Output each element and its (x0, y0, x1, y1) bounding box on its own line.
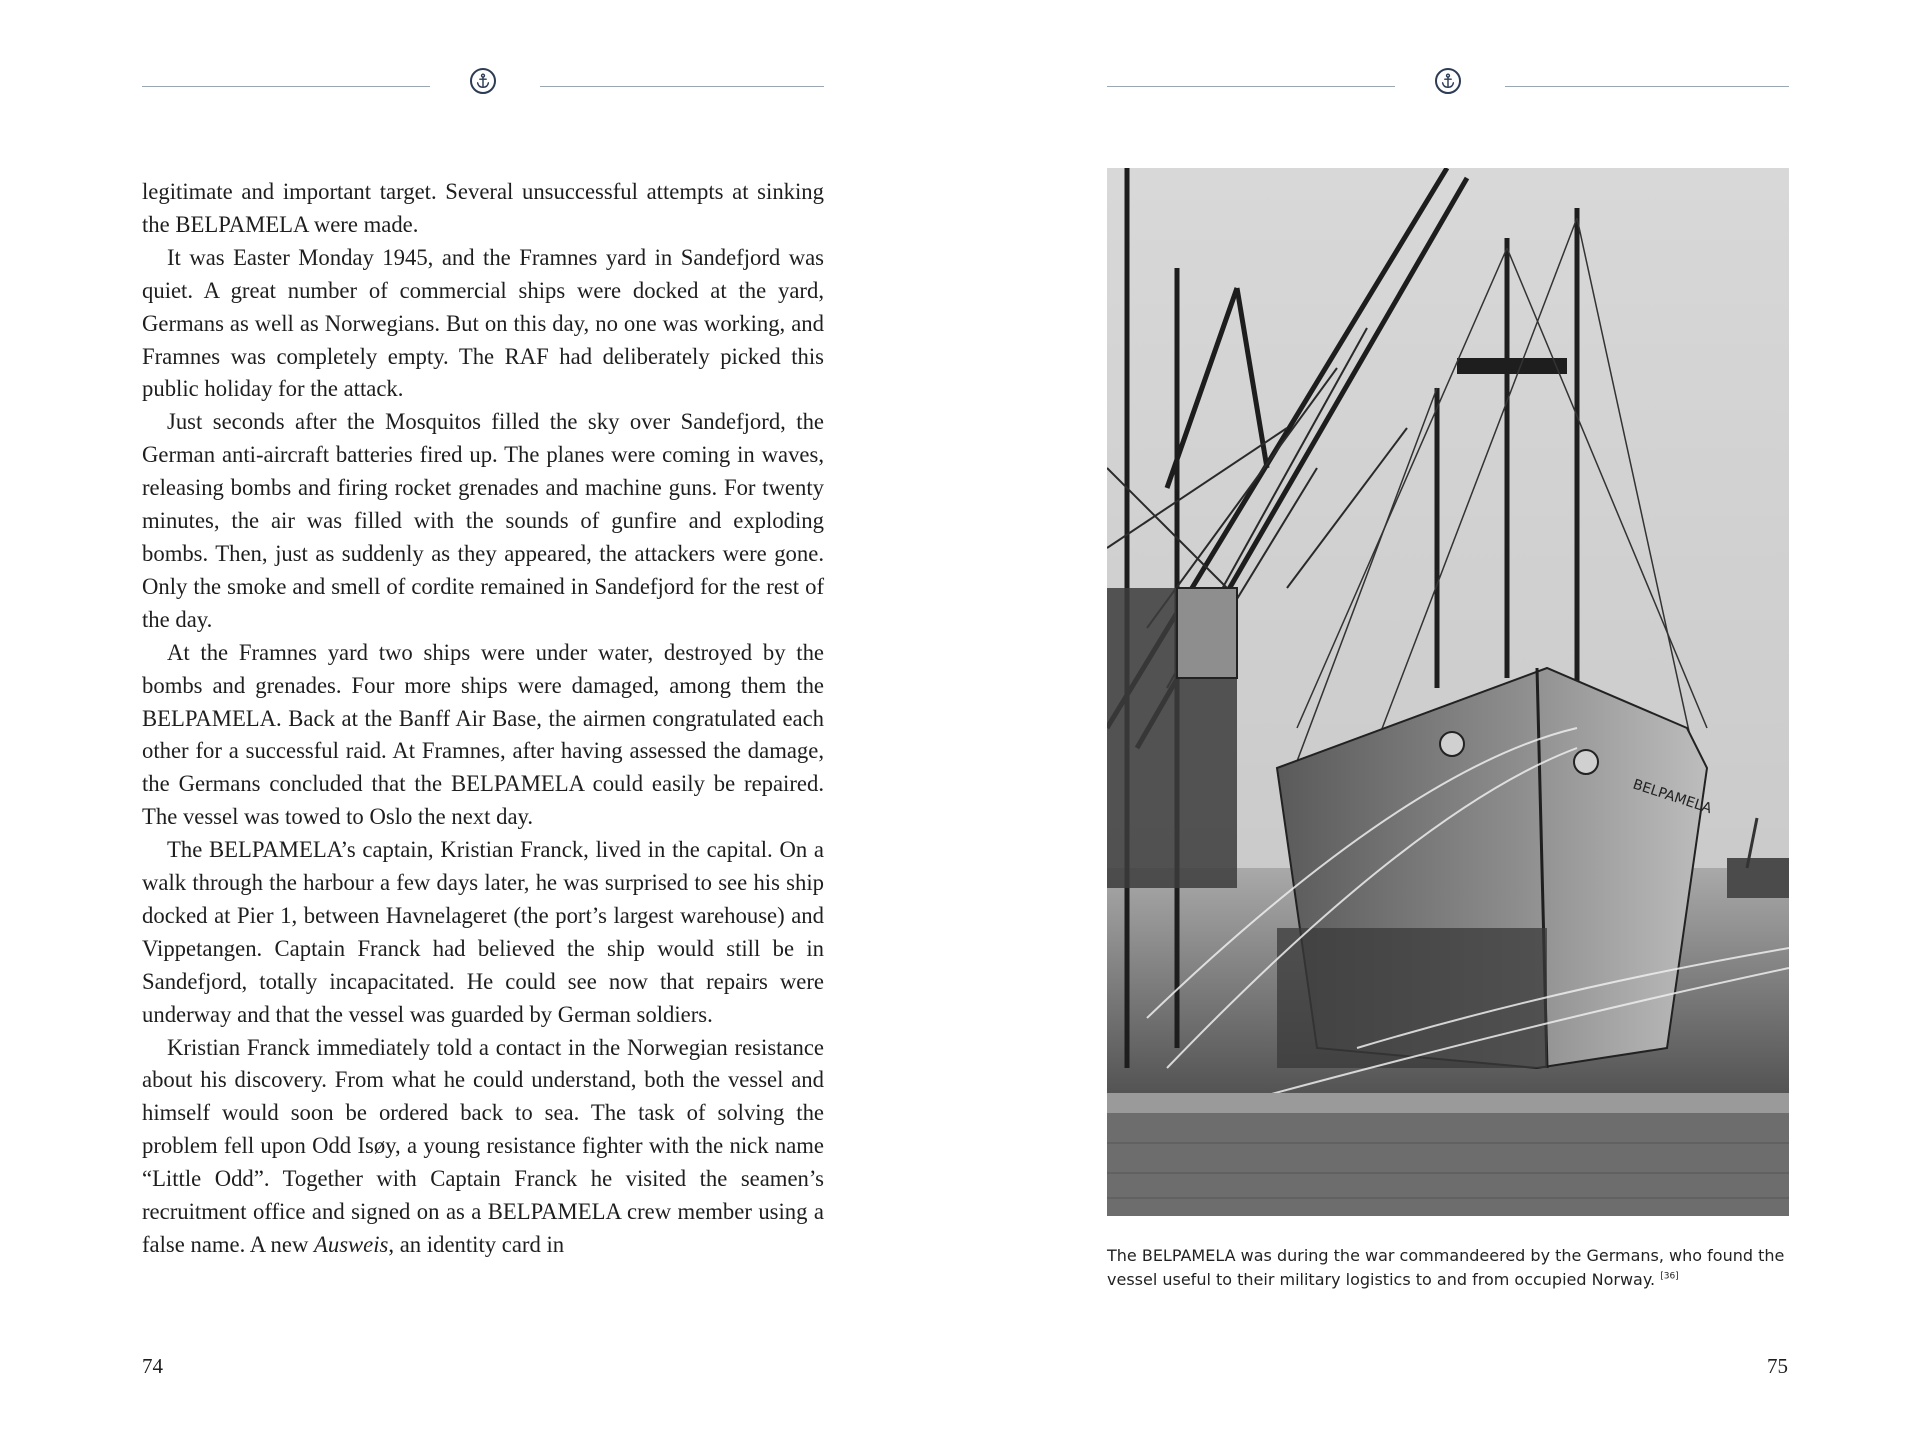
header-rule-right (540, 86, 824, 87)
anchor-icon (1435, 68, 1461, 94)
page-number: 75 (1767, 1354, 1788, 1378)
paragraph: It was Easter Monday 1945, and the Framnes yard in Sandefjord was quiet. A great number of commercial ships were docked at the yard, Germans as well as Norwegians. But on this day, no one was working, and Framnes was completely empty. The RAF had deliberately picked this public holiday for the attack. (142, 244, 824, 402)
paragraph: The BELPAMELA’s captain, Kristian Franck, lived in the capital. On a walk through the harbour a few days later, he was surprised to see his ship docked at Pier 1, between Havnelageret (the port’s largest warehouse) and Vippetangen. Captain Franck had believed the ship would still be in Sandefjord, totally incapacitated. He could see now that repairs were underway and that the vessel was guarded by German soldiers. (142, 837, 824, 1027)
italic-term: Ausweis (314, 1232, 389, 1257)
paragraph-text: Kristian Franck immediately told a contact in the Norwegian resistance about his discovery. From what he could understand, both the vessel and himself would soon be ordered back to sea. The task of solving the problem fell upon Odd Isøy, a young resistance fighter with the nick name “Little Odd”. Together with Captain Franck he visited the seamen’s recruitment office and signed on as a BELPAMELA crew member using a false name. A new (142, 1034, 824, 1257)
paragraph: At the Framnes yard two ships were under water, destroyed by the bombs and grenades. Four more ships were damaged, among them the BELPAMELA. Back at the Banff Air Base, the airmen congratulated each other for a successful raid. At Framnes, after having assessed the damage, the Germans concluded that the BELPAMELA could easily be repaired. The vessel was towed to Oslo the next day. (142, 639, 824, 830)
paragraph: legitimate and important target. Several unsuccessful attempts at sinking the BELPAMELA were made. (142, 179, 824, 237)
anchor-icon (470, 68, 496, 94)
header-rule-right (1505, 86, 1789, 87)
ship-photo (1107, 168, 1789, 1216)
caption-reference: [36] (1660, 1271, 1679, 1282)
hull-name: BELPAMELA (1630, 776, 1714, 818)
page-number: 74 (142, 1354, 163, 1378)
body-text (142, 176, 824, 1262)
caption-text: The BELPAMELA was during the war commandeered by the Germans, who found the vessel useful to their military logistics to and from occupied Norway. (1107, 1246, 1785, 1289)
header-rule-left (142, 86, 430, 87)
right-page (960, 0, 1920, 1446)
paragraph-text-end: , an identity card in (388, 1232, 565, 1257)
photo-caption (1107, 1244, 1789, 1292)
paragraph-last (142, 1032, 824, 1262)
header-rule-left (1107, 86, 1395, 87)
paragraph: Just seconds after the Mosquitos filled the sky over Sandefjord, the German anti-aircraft batteries fired up. The planes were coming in waves, releasing bombs and firing rocket grenades and machine guns. For twenty minutes, the air was filled with the sounds of gunfire and exploding bombs. Then, just as suddenly as they appeared, the attackers were gone. Only the smoke and smell of cordite remained in Sandefjord for the rest of the day. (142, 409, 824, 632)
